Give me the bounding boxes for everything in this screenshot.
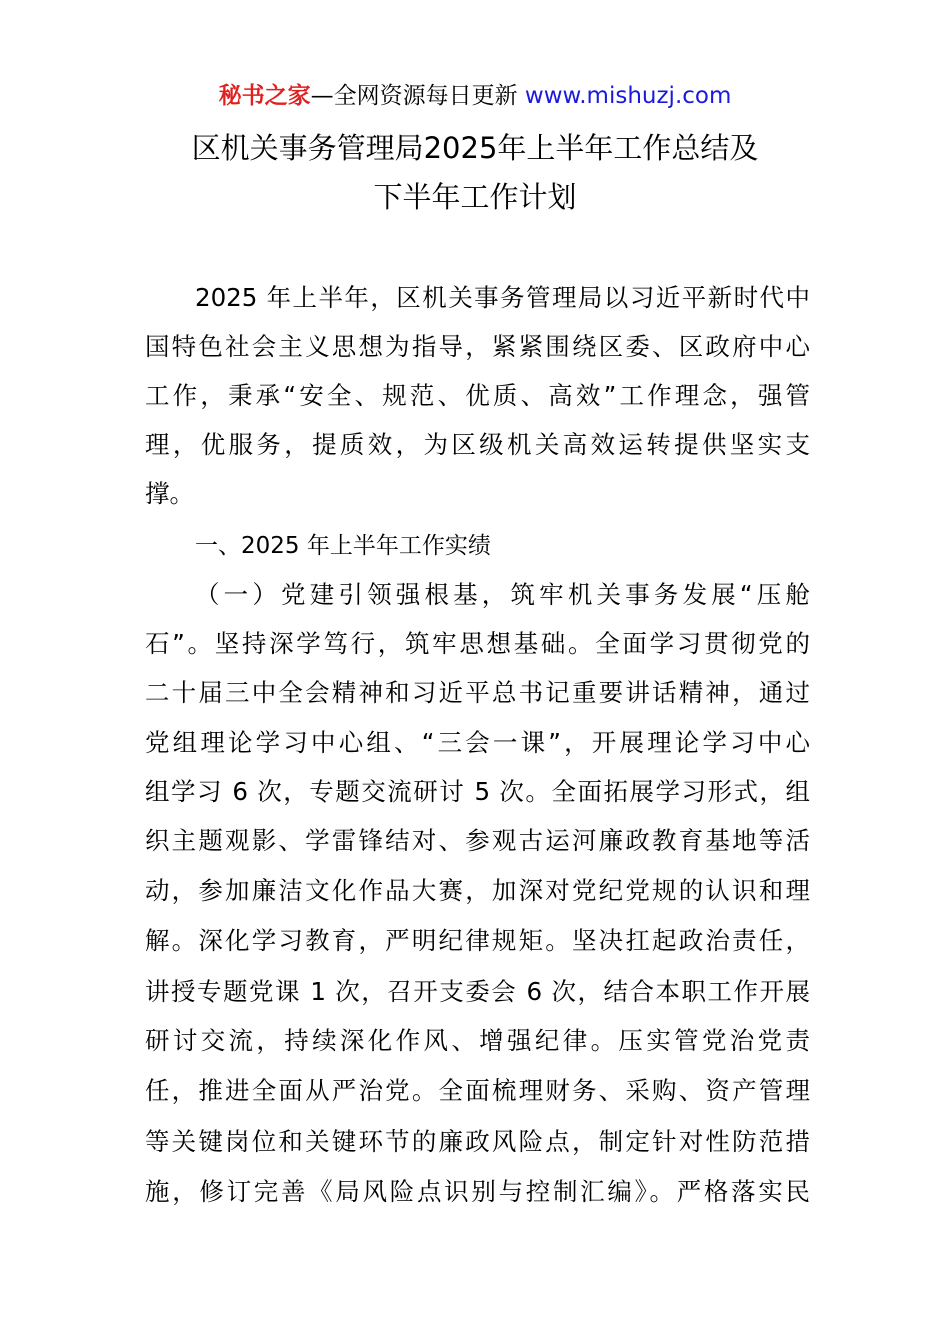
paragraph-line: 党组理论学习中心组、“三会一课”，开展理论学习中心 bbox=[145, 728, 810, 757]
paragraph-line: 二十届三中全会精神和习近平总书记重要讲话精神，通过 bbox=[145, 678, 810, 707]
site-url[interactable]: www.mishuzj.com bbox=[524, 83, 732, 109]
paragraph-line: 组学习 6 次，专题交流研讨 5 次。全面拓展学习形式，组 bbox=[145, 777, 810, 806]
document-title-line-1: 区机关事务管理局2025年上半年工作总结及 bbox=[191, 131, 759, 165]
site-header bbox=[0, 80, 950, 112]
paragraph-line: 等关键岗位和关键环节的廉政风险点，制定针对性防范措 bbox=[145, 1127, 810, 1156]
paragraph-line: 研讨交流，持续深化作风、增强纪律。压实管党治党责 bbox=[145, 1026, 810, 1055]
paragraph-line: 动，参加廉洁文化作品大赛，加深对党纪党规的认识和理 bbox=[145, 876, 810, 905]
paragraph-line: 2025 年上半年，区机关事务管理局以习近平新时代中 bbox=[195, 283, 810, 312]
subsection-heading: （一）党建引领强根基，筑牢机关事务发展“压舱 bbox=[195, 580, 810, 609]
paragraph-line: 解。深化学习教育，严明纪律规矩。坚决扛起政治责任， bbox=[145, 926, 810, 955]
paragraph-line: 国特色社会主义思想为指导，紧紧围绕区委、区政府中心 bbox=[145, 332, 810, 361]
header-tagline: —全网资源每日更新 bbox=[310, 83, 525, 109]
paragraph-line: 织主题观影、学雷锋结对、参观古运河廉政教育基地等活 bbox=[145, 826, 810, 855]
paragraph-line: 工作，秉承“安全、规范、优质、高效”工作理念，强管 bbox=[145, 381, 810, 410]
paragraph-line: 石”。坚持深学笃行，筑牢思想基础。全面学习贯彻党的 bbox=[145, 629, 810, 658]
paragraph-line: 讲授专题党课 1 次，召开支委会 6 次，结合本职工作开展 bbox=[145, 977, 810, 1006]
section-heading: 一、2025 年上半年工作实绩 bbox=[195, 533, 491, 559]
paragraph-line: 任，推进全面从严治党。全面梳理财务、采购、资产管理 bbox=[145, 1076, 810, 1105]
brand-name: 秘书之家 bbox=[218, 83, 311, 109]
document-title-line-2: 下半年工作计划 bbox=[373, 180, 577, 214]
paragraph-line: 理，优服务，提质效，为区级机关高效运转提供坚实支 bbox=[145, 430, 810, 459]
paragraph-line: 撑。 bbox=[145, 479, 194, 508]
paragraph-line: 施，修订完善《局风险点识别与控制汇编》。严格落实民 bbox=[145, 1177, 810, 1206]
